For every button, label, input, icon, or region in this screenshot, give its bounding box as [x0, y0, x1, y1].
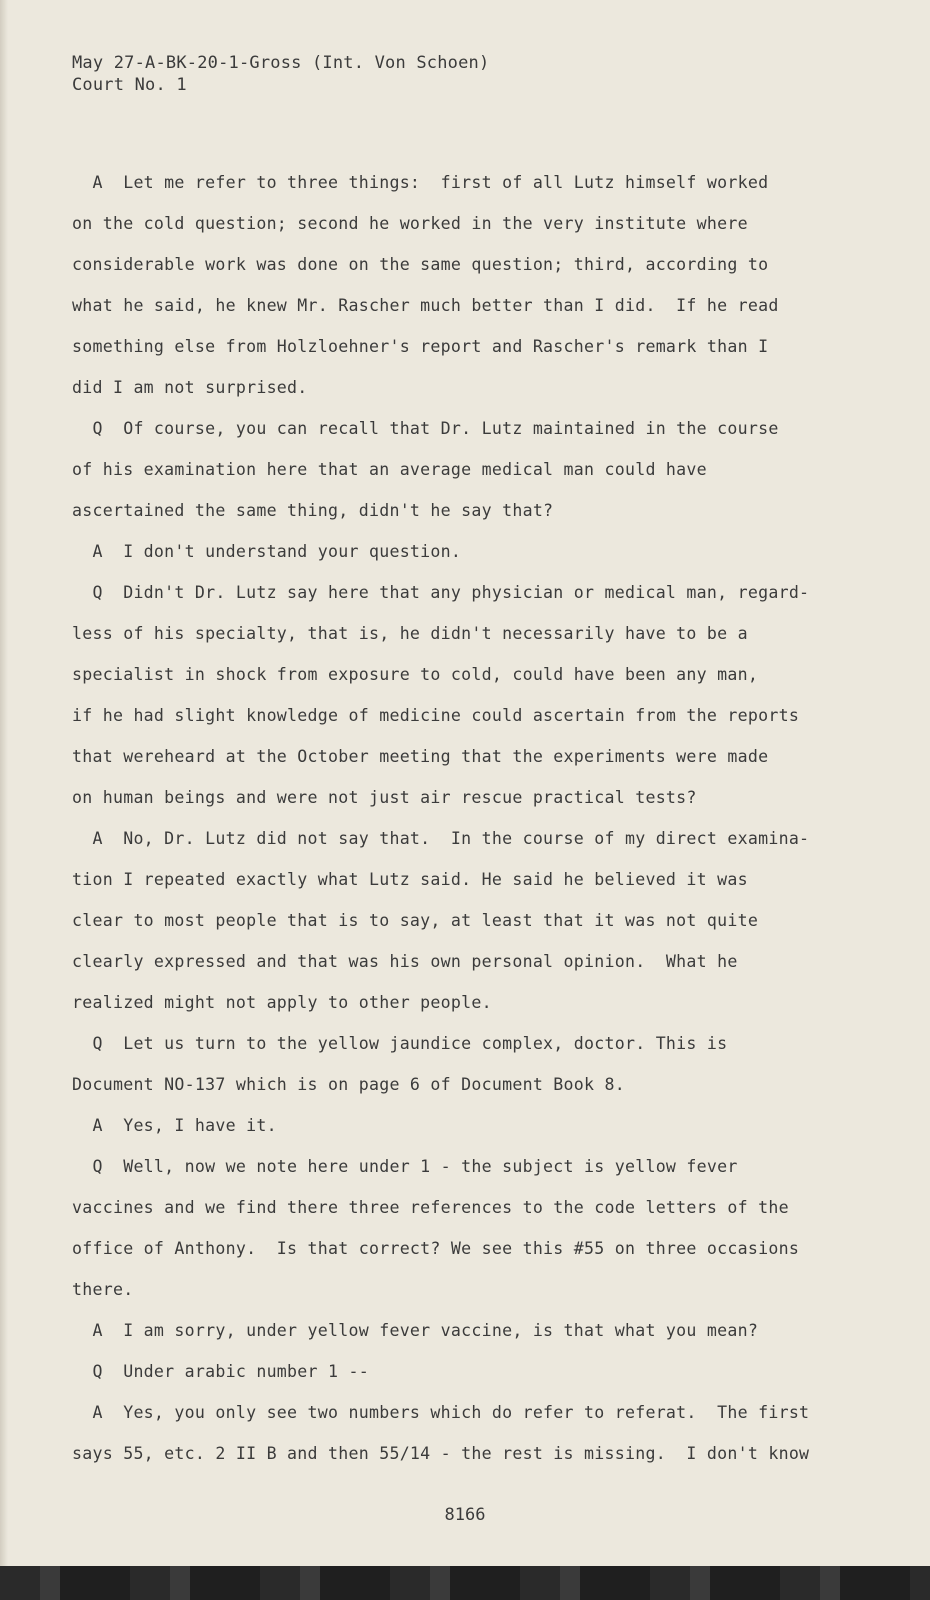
transcript-line: on human beings and were not just air rescue practical tests? — [72, 788, 697, 807]
transcript-line: Q Let us turn to the yellow jaundice complex, doctor. This is — [72, 1034, 728, 1053]
transcript-line: vaccines and we find there three references to the code letters of the — [72, 1198, 789, 1217]
transcript-line: something else from Holzloehner's report and Rascher's remark than I — [72, 337, 769, 356]
transcript-line: Document NO-137 which is on page 6 of Document Book 8. — [72, 1075, 625, 1094]
transcript-line: A I don't understand your question. — [72, 542, 462, 561]
transcript-line: did I am not surprised. — [72, 378, 308, 397]
transcript-line: if he had slight knowledge of medicine could ascertain from the reports — [72, 706, 800, 725]
transcript-line: on the cold question; second he worked in the very institute where — [72, 214, 748, 233]
transcript-line: office of Anthony. Is that correct? We see this #55 on three occasions — [72, 1239, 800, 1258]
transcript-line: specialist in shock from exposure to cold, could have been any man, — [72, 665, 759, 684]
transcript-line: Q Didn't Dr. Lutz say here that any physician or medical man, regard- — [72, 583, 810, 602]
transcript-line: Q Well, now we note here under 1 - the subject is yellow fever — [72, 1157, 738, 1176]
transcript-line: ascertained the same thing, didn't he say that? — [72, 501, 554, 520]
transcript-line: what he said, he knew Mr. Rascher much better than I did. If he read — [72, 296, 779, 315]
page-number: 8166 — [444, 1505, 486, 1525]
transcript-line: says 55, etc. 2 II B and then 55/14 - the rest is missing. I don't know — [72, 1444, 810, 1463]
transcript-line: realized might not apply to other people. — [72, 993, 492, 1012]
transcript-line: A Yes, I have it. — [72, 1116, 277, 1135]
transcript-line: that wereheard at the October meeting that the experiments were made — [72, 747, 769, 766]
transcript-line: of his examination here that an average medical man could have — [72, 460, 707, 479]
header-court-line: Court No. 1 — [72, 75, 187, 95]
transcript-line: less of his specialty, that is, he didn't necessarily have to be a — [72, 624, 748, 643]
transcript-line: Q Under arabic number 1 -- — [72, 1362, 369, 1381]
transcript-line: A No, Dr. Lutz did not say that. In the course of my direct examina- — [72, 829, 810, 848]
header-session-line: May 27-A-BK-20-1-Gross (Int. Von Schoen) — [72, 53, 490, 73]
document-header — [72, 52, 489, 96]
page-left-edge — [0, 0, 8, 1568]
transcript-line: tion I repeated exactly what Lutz said. He said he believed it was — [72, 870, 748, 889]
transcript-line: A I am sorry, under yellow fever vaccine, is that what you mean? — [72, 1321, 759, 1340]
transcript-line: clear to most people that is to say, at least that it was not quite — [72, 911, 759, 930]
transcript-line: considerable work was done on the same question; third, according to — [72, 255, 769, 274]
transcript-line: there. — [72, 1280, 134, 1299]
transcript-line: A Let me refer to three things: first of all Lutz himself worked — [72, 173, 769, 192]
scan-bottom-strip — [0, 1566, 930, 1600]
transcript-line: Q Of course, you can recall that Dr. Lutz maintained in the course — [72, 419, 779, 438]
transcript-line: clearly expressed and that was his own personal opinion. What he — [72, 952, 738, 971]
transcript-line: A Yes, you only see two numbers which do refer to referat. The first — [72, 1403, 810, 1422]
